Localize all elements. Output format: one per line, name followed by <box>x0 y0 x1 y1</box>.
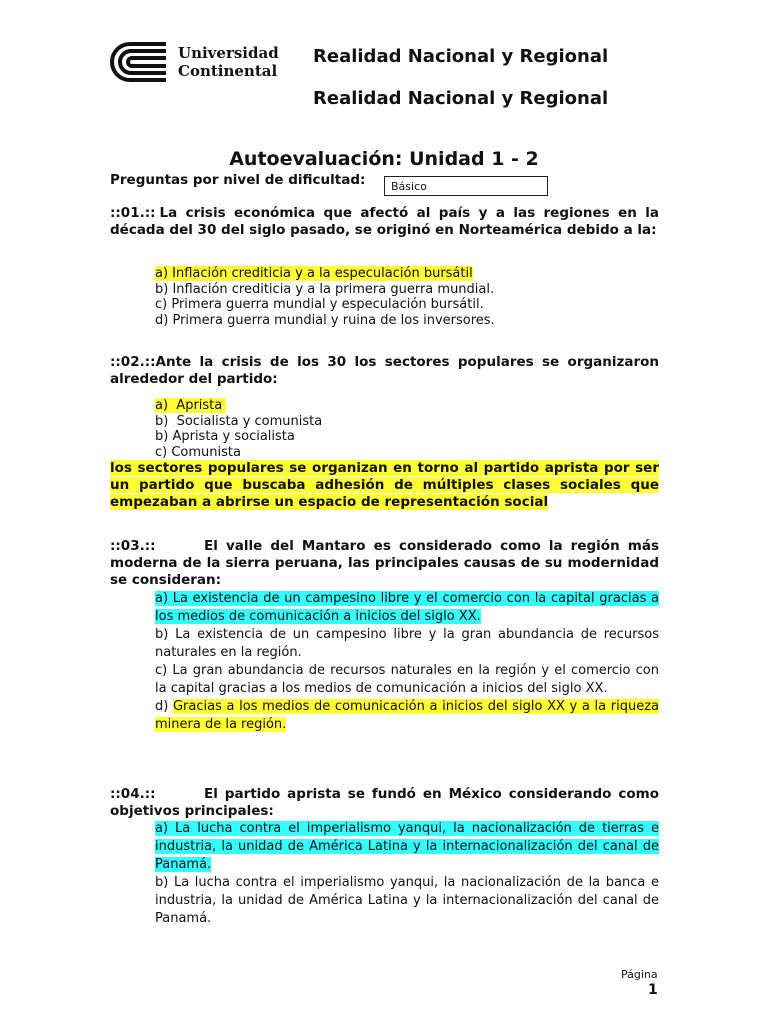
question-1-options <box>155 266 659 328</box>
option-b-2[interactable]: b) Aprista y socialista <box>155 429 295 444</box>
option-c[interactable]: c) Comunista <box>155 444 241 460</box>
option-c[interactable]: c) La gran abundancia de recursos naturales en la región y el comercio con la capital gracias a los medios de comunicación a inicios del siglo XX. <box>155 663 659 696</box>
page-heading: Autoevaluación: Unidad 1 - 2 <box>229 148 539 170</box>
question-text: La crisis económica que afectó al país y a las regiones en la década del 30 del siglo pasado, se originó en Norteamérica debido a la: <box>110 205 659 238</box>
question-number: ::03.:: <box>110 538 156 554</box>
header-title-2: Realidad Nacional y Regional <box>313 88 609 109</box>
option-d[interactable]: d) Gracias a los medios de comunicación a inicios del siglo XX y a la riqueza minera de la región. <box>155 699 659 732</box>
continental-logo-icon <box>108 40 170 84</box>
option-a[interactable]: a) Inflación crediticia y a la especulación bursátil <box>155 266 473 281</box>
difficulty-field[interactable]: Básico <box>384 176 548 196</box>
question-number: ::04.:: <box>110 786 156 802</box>
option-a[interactable]: a) La lucha contra el imperialismo yanqui, la nacionalización de tierras e industria, la unidad de América Latina y la internacionalización del canal de Panamá. <box>155 821 659 872</box>
question-number: ::02.:: <box>110 354 156 370</box>
option-a[interactable]: a) Aprista <box>155 398 227 413</box>
question-text: Ante la crisis de los 30 los sectores populares se organizaron alrededor del partido: <box>110 354 659 387</box>
university-logo <box>108 40 283 90</box>
logo-line-2: Continental <box>178 62 278 80</box>
question-text: El valle del Mantaro es considerado como la región más moderna de la sierra peruana, las principales causas de su modernidad se consideran: <box>110 538 659 588</box>
question-3-options <box>155 590 659 734</box>
question-3 <box>110 538 659 589</box>
answer-note: los sectores populares se organizan en torno al partido aprista por ser un partido que buscaba adhesión de múltiples clases sociales que empezaban a abrirse un espacio de representación social <box>110 460 659 510</box>
question-text: El partido aprista se fundó en México considerando como objetivos principales: <box>110 786 659 819</box>
question-4-options <box>155 820 659 928</box>
page-number: 1 <box>648 982 658 998</box>
logo-line-1: Universidad <box>178 44 279 62</box>
option-a[interactable]: a) La existencia de un campesino libre y el comercio con la capital gracias a los medios de comunicación a inicios del siglo XX. <box>155 591 659 624</box>
option-b[interactable]: b) Socialista y comunista <box>155 413 323 429</box>
option-d[interactable]: d) Primera guerra mundial y ruina de los inversores. <box>155 312 495 328</box>
question-2-options <box>155 398 659 460</box>
question-2 <box>110 354 659 388</box>
option-b[interactable]: b) La lucha contra el imperialismo yanqui, la nacionalización de la banca e industria, la unidad de América Latina y la internacionalización del canal de Panamá. <box>155 875 659 926</box>
question-number: ::01.:: <box>110 205 156 221</box>
question-1 <box>110 205 659 239</box>
question-4 <box>110 786 659 820</box>
option-b[interactable]: b) Inflación crediticia y a la primera guerra mundial. <box>155 281 495 297</box>
difficulty-label: Preguntas por nivel de dificultad: <box>110 172 366 188</box>
page-label: Página <box>621 968 658 981</box>
header-title-1: Realidad Nacional y Regional <box>313 46 609 67</box>
option-b[interactable]: b) La existencia de un campesino libre y la gran abundancia de recursos naturales en la región. <box>155 627 659 660</box>
option-c[interactable]: c) Primera guerra mundial y especulación bursátil. <box>155 297 484 312</box>
